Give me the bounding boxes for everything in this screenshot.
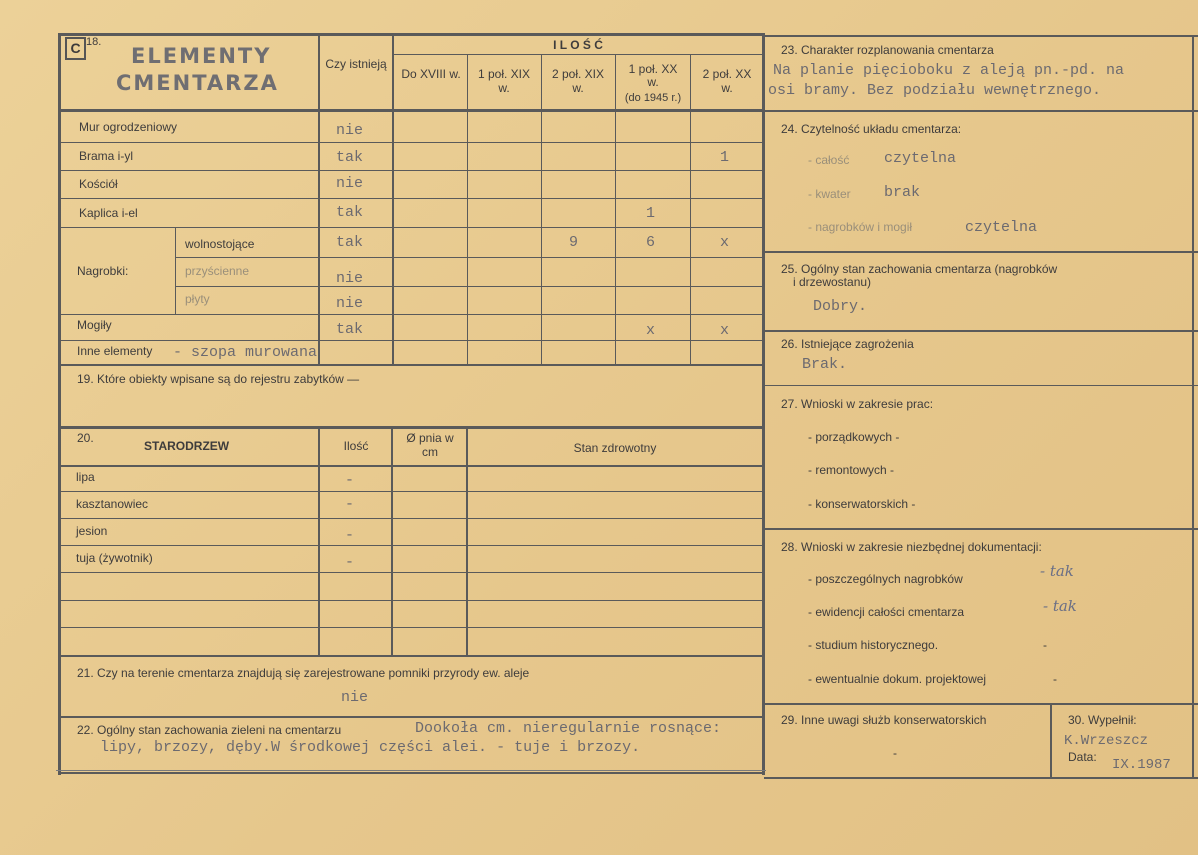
row-label-wolnostojace: wolnostojące — [185, 237, 255, 251]
rule — [764, 35, 1198, 37]
section-22-answer-line2: lipy, brzozy, dęby.W środkowej części alei. - tuje i brzozy. — [100, 739, 641, 756]
rule — [318, 35, 320, 365]
rule — [764, 703, 1198, 705]
section-30-label: 30. Wypełnił: — [1068, 713, 1137, 727]
count-mogily-1pol-xx: x — [646, 322, 656, 339]
section-27-item-porzadkowych: - porządkowych - — [808, 430, 900, 444]
rule — [175, 286, 764, 287]
section-25-label-line2: i drzewostanu) — [793, 275, 872, 289]
section-25-value: Dobry. — [813, 298, 868, 315]
col-ilosc-header: I L O Ś Ć — [553, 38, 603, 52]
rule — [764, 777, 1198, 779]
rule — [60, 655, 764, 657]
row-label-inne: Inne elementy — [77, 344, 153, 358]
rule — [60, 109, 764, 112]
rule — [175, 227, 176, 314]
exists-mogily: tak — [336, 321, 364, 338]
rule — [60, 198, 764, 199]
rule — [394, 54, 764, 55]
count-brama-2pol-xx: 1 — [720, 149, 730, 166]
exists-kaplica: tak — [336, 204, 364, 221]
date-label: Data: — [1068, 750, 1097, 764]
section-24-item-calosc: - całość — [808, 153, 850, 167]
section-24-item-nagrobki: - nagrobków i mogił — [808, 220, 913, 234]
section-21-question: 21. Czy na terenie cmentarza znajdują się zarejestrowane pomniki przyrody ew. aleje — [77, 666, 530, 680]
row-label-mur: Mur ogrodzeniowy — [79, 120, 178, 134]
section-24-value-nagrobki: czytelna — [965, 219, 1038, 236]
count-wolnostojace-2pol-xx: x — [720, 234, 730, 251]
rule — [60, 314, 764, 315]
rule — [318, 428, 320, 656]
row-label-plyty: płyty — [185, 292, 210, 306]
rule — [60, 545, 764, 546]
rule — [1192, 35, 1194, 779]
rule — [175, 257, 764, 258]
rule — [58, 33, 764, 36]
section-23-line1: Na planie pięcioboku z aleją pn.-pd. na — [773, 62, 1125, 79]
section-21-answer: nie — [341, 689, 369, 706]
row-value-inne: - szopa murowana — [173, 344, 318, 361]
section-25-label-line1: 25. Ogólny stan zachowania cmentarza (nagrobków — [781, 262, 1058, 276]
rule — [60, 227, 764, 228]
col-1pol-xx: 1 poł. XX w. — [628, 62, 678, 89]
row-group-nagrobki: Nagrobki: — [77, 264, 129, 278]
section-24-item-kwater: - kwater — [808, 187, 851, 201]
rule — [60, 340, 764, 341]
count-wolnostojace-1pol-xx: 6 — [646, 234, 656, 251]
count-mogily-2pol-xx: x — [720, 322, 730, 339]
section-18-title-line1: ELEMENTY — [131, 44, 272, 68]
section-28-item-ewidencji: - ewidencji całości cmentarza — [808, 605, 965, 619]
rule — [60, 426, 764, 429]
section-22-question: 22. Ogólny stan zachowania zieleni na cmentarzu — [77, 723, 342, 737]
tree-name-tuja: tuja (żywotnik) — [76, 551, 153, 565]
row-label-kaplica: Kaplica i-el — [79, 206, 138, 220]
rule — [56, 770, 766, 771]
section-28-label: 28. Wnioski w zakresie niezbędnej dokumentacji: — [781, 540, 1042, 554]
section-28-item-projektowej: - ewentualnie dokum. projektowej — [808, 672, 987, 686]
rule — [60, 142, 764, 143]
rule — [764, 385, 1198, 386]
col-2pol-xx: 2 poł. XX w. — [702, 67, 752, 95]
rule — [60, 518, 764, 519]
section-18-title-line2: CMENTARZA — [116, 71, 279, 95]
section-20-title: STARODRZEW — [144, 439, 230, 453]
rule — [391, 428, 393, 656]
exists-plyty: nie — [336, 295, 364, 312]
rule — [60, 491, 764, 492]
rule — [58, 33, 61, 775]
col-1pol-xix: 1 poł. XIX w. — [477, 67, 531, 95]
section-27-item-konserwatorskich: - konserwatorskich - — [808, 497, 916, 511]
rule — [466, 428, 468, 656]
section-28-value-projektowej: - — [1053, 672, 1057, 686]
rule — [541, 55, 542, 365]
rule — [60, 572, 764, 573]
section-19-question: 19. Które obiekty wpisane są do rejestru zabytków — — [77, 372, 360, 386]
section-22-answer-line1: Dookoła cm. nieregularnie rosnące: — [415, 720, 722, 737]
tree-qty-lipa: - — [345, 472, 355, 489]
rule — [60, 170, 764, 171]
col-tree-health: Stan zdrowotny — [573, 441, 657, 455]
row-label-kosciol: Kościół — [79, 177, 118, 191]
section-29-value: - — [893, 746, 897, 760]
section-27-item-remontowych: - remontowych - — [808, 463, 895, 477]
tree-qty-jesion: - — [345, 527, 355, 544]
col-exists-header: Czy istnieją — [325, 57, 387, 71]
section-number-18: 18. — [86, 36, 102, 48]
rule — [1050, 705, 1052, 778]
rule — [60, 364, 764, 366]
row-label-brama: Brama i-yl — [79, 149, 134, 163]
exists-kosciol: nie — [336, 175, 364, 192]
section-23-line2: osi bramy. Bez podziału wewnętrznego. — [768, 82, 1102, 99]
rule — [60, 627, 764, 628]
rule — [764, 528, 1198, 530]
rule — [764, 251, 1198, 253]
section-24-value-kwater: brak — [884, 184, 921, 201]
section-24-label: 24. Czytelność układu cmentarza: — [781, 122, 962, 136]
filled-by-name: K.Wrzeszcz — [1064, 733, 1149, 749]
section-28-value-nagrobkow: - tak — [1040, 562, 1074, 580]
rule — [60, 716, 764, 718]
section-28-item-nagrobkow: - poszczególnych nagrobków — [808, 572, 963, 586]
rule — [60, 600, 764, 601]
section-29-label: 29. Inne uwagi służb konserwatorskich — [781, 713, 987, 727]
section-23-label: 23. Charakter rozplanowania cmentarza — [781, 43, 994, 57]
section-c-box — [65, 37, 86, 60]
tree-name-lipa: lipa — [76, 470, 95, 484]
col-tree-qty: Ilość — [343, 439, 369, 453]
date-value: IX.1987 — [1112, 757, 1171, 773]
count-kaplica-1pol-xx: 1 — [646, 205, 656, 222]
rule — [762, 33, 765, 775]
exists-wolnostojace: tak — [336, 234, 364, 251]
section-28-value-studium: - — [1043, 638, 1047, 652]
rule — [764, 110, 1198, 112]
rule — [467, 55, 468, 365]
tree-qty-kasztanowiec: - — [345, 496, 355, 513]
tree-qty-tuja: - — [345, 554, 355, 571]
row-label-mogily: Mogiły — [77, 318, 112, 332]
exists-mur: nie — [336, 122, 364, 139]
section-28-item-studium: - studium historycznego. — [808, 638, 939, 652]
section-27-label: 27. Wnioski w zakresie prac: — [781, 397, 934, 411]
section-20-number: 20. — [77, 431, 94, 445]
rule — [392, 35, 394, 365]
tree-name-kasztanowiec: kasztanowiec — [76, 497, 149, 511]
rule — [60, 465, 764, 467]
rule — [764, 330, 1198, 332]
col-tree-diameter: Ø pnia w cm — [406, 431, 454, 459]
count-wolnostojace-2pol-xix: 9 — [569, 234, 579, 251]
section-26-label: 26. Istniejące zagrożenia — [781, 337, 914, 351]
section-letter: C — [70, 40, 81, 56]
col-1pol-xx-note: (do 1945 r.) — [624, 92, 682, 104]
section-24-value-calosc: czytelna — [884, 150, 957, 167]
exists-przyscienne: nie — [336, 270, 364, 287]
row-label-przyscienne: przyścienne — [185, 264, 250, 278]
section-26-value: Brak. — [802, 356, 848, 373]
section-28-value-ewidencji: - tak — [1043, 597, 1077, 615]
col-2pol-xix: 2 poł. XIX w. — [551, 67, 605, 95]
tree-name-jesion: jesion — [76, 524, 108, 538]
exists-brama: tak — [336, 149, 364, 166]
col-do-xviii: Do XVIII w. — [401, 67, 461, 81]
rule — [58, 772, 764, 774]
